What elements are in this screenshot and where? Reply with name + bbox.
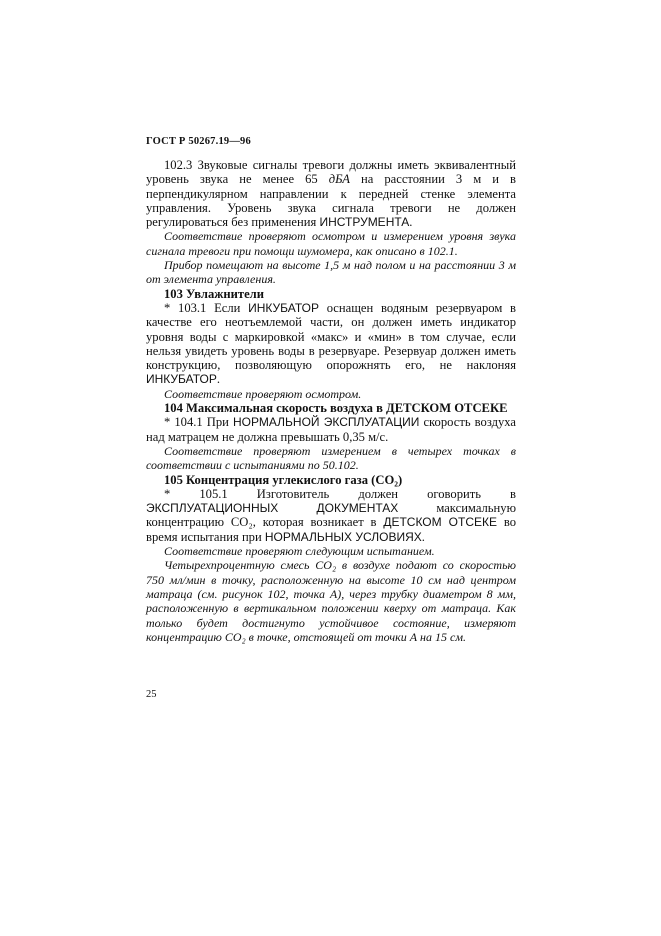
- page-body: [146, 158, 516, 644]
- clause-103-1: * 103.1 Если ИНКУБАТОР оснащен водяным резервуаром в качестве его неотъемлемой части, он должен иметь индикатор уровня воды с маркировкой «макс» и «мин» в том случае, если нельзя увидеть уровень воды в резервуаре. Резервуар должен иметь конструкцию, позволяющую опорожнять его, не наклоняя ИНКУБАТОР.: [146, 300, 516, 387]
- unit-dba: дБА: [328, 172, 350, 187]
- term-accompanying-documents: ЭКСПЛУАТАЦИОННЫХ ДОКУМЕНТАХ: [146, 501, 399, 516]
- term-incubator: ИНКУБАТОР: [146, 372, 217, 387]
- term-normal-use: НОРМАЛЬНОЙ ЭКСПЛУАТАЦИИ: [233, 415, 420, 430]
- heading-105: 105 Концентрация углекислого газа (СО₂): [164, 472, 403, 487]
- clause-102-3: 102.3 Звуковые сигналы тревоги должны иметь эквивалентный уровень звука не менее 65 дБА на расстоянии 3 м и в перпендикулярном направлении к передней стенке элемента управления. Уровень звука сигнала тревоги не должен регулироваться без применения ИНСТРУМЕНТА.: [146, 158, 516, 230]
- clause-105-1: * 105.1 Изготовитель должен оговорить в ЭКСПЛУАТАЦИОННЫХ ДОКУМЕНТАХ максимальную концентрацию СО₂, которая возникает в ДЕТСКОМ ОТСЕКЕ во время испытания при НОРМАЛЬНЫХ УСЛОВИЯХ.: [146, 486, 516, 544]
- page-number: 25: [146, 689, 157, 700]
- clause-105-1-test: Четырехпроцентную смесь СО₂ в воздухе подают со скоростью 750 мл/мин в точку, расположенную на высоте 10 см над центром матраца (см. рисунок 102, точка А), через трубку диаметром 8 мм, расположенную в вертикальном положении кверху от матраца. Как только будет достигнуто устойчивое состояние, измеряют концентрацию СО₂ в точке, отстоящей от точки А на 15 см.: [146, 558, 516, 644]
- clause-102-3-device: Прибор помещают на высоте 1,5 м над полом и на расстоянии 3 м от элемента управления.: [146, 258, 516, 287]
- clause-103-1-compliance: Соответствие проверяют осмотром.: [164, 386, 362, 401]
- term-baby-compartment: ДЕТСКОМ ОТСЕКЕ: [383, 515, 497, 530]
- term-normal-conditions: НОРМАЛЬНЫХ УСЛОВИЯХ: [264, 529, 422, 544]
- document-header: ГОСТ Р 50267.19—96: [146, 136, 251, 147]
- heading-103: 103 Увлажнители: [164, 286, 264, 301]
- term-incubator: ИНКУБАТОР: [248, 300, 319, 315]
- clause-104-1-compliance: Соответствие проверяют измерением в четырех точках в соответствии с испытаниями по 50.102.: [146, 443, 516, 473]
- clause-105-1-compliance: Соответствие проверяют следующим испытанием.: [164, 544, 435, 559]
- clause-104-1: * 104.1 При НОРМАЛЬНОЙ ЭКСПЛУАТАЦИИ скорость воздуха над матрацем не должна превышать 0,35 м/с.: [146, 415, 516, 444]
- term-instrument: ИНСТРУМЕНТА: [319, 215, 410, 230]
- heading-104: 104 Максимальная скорость воздуха в ДЕТСКОМ ОТСЕКЕ: [164, 401, 508, 416]
- clause-102-3-compliance: Соответствие проверяют осмотром и измерением уровня звука сигнала тревоги при помощи шумомера, как описано в 102.1.: [146, 229, 516, 258]
